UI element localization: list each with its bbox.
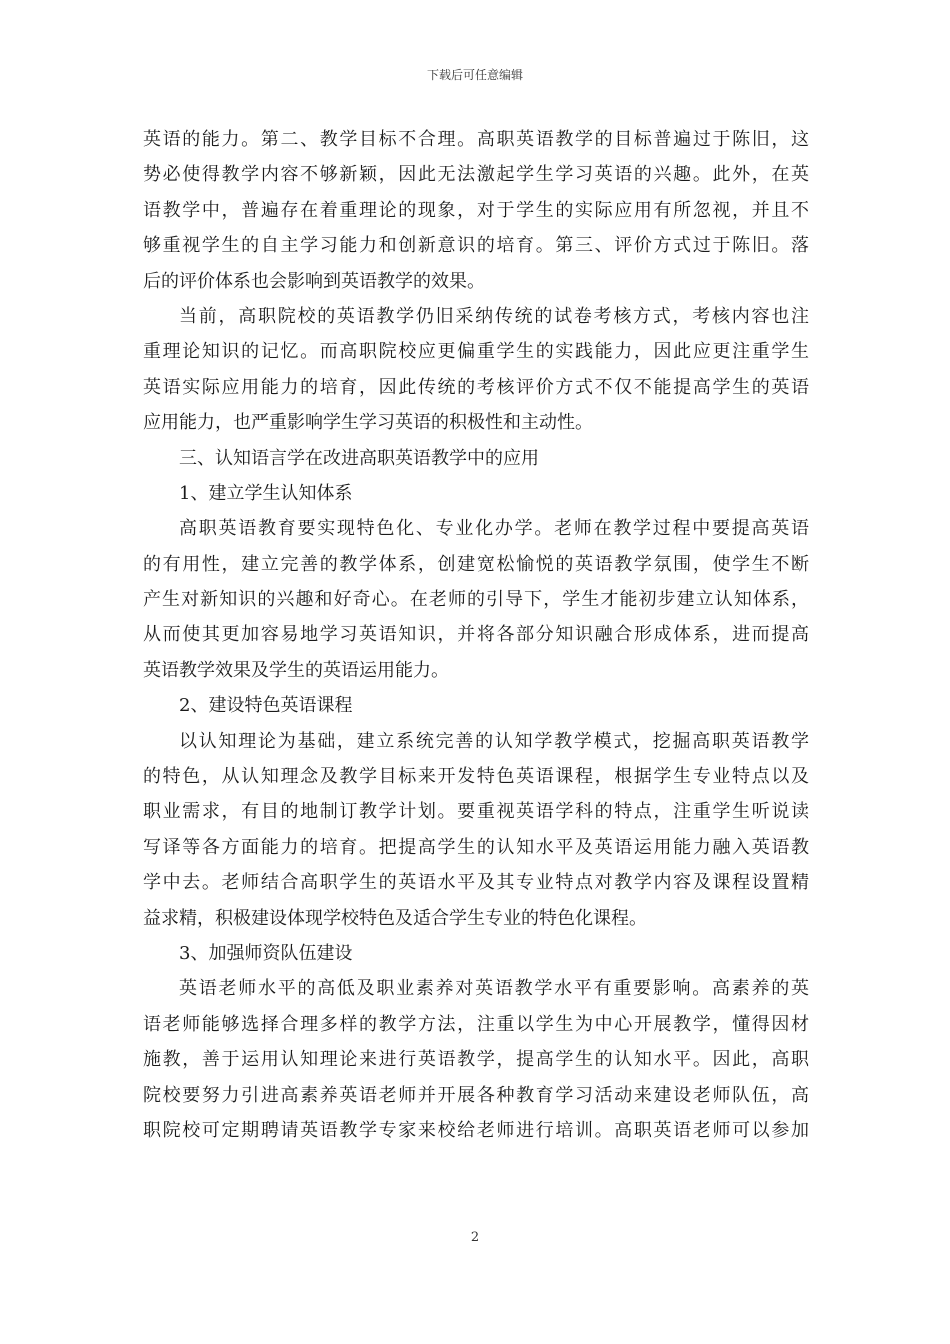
- document-body: [143, 122, 809, 1148]
- body-line: 的特色，从认知理念及教学目标来开发特色英语课程，根据学生专业特点以及: [143, 766, 809, 788]
- body-line: 够重视学生的自主学习能力和创新意识的培育。第三、评价方式过于陈旧。落: [143, 235, 809, 257]
- body-line: 英语老师水平的高低及职业素养对英语教学水平有重要影响。高素养的英: [179, 978, 809, 1000]
- body-line: 益求精，积极建设体现学校特色及适合学生专业的特色化课程。: [143, 907, 647, 929]
- body-line: 英语实际应用能力的培育，因此传统的考核评价方式不仅不能提高学生的英语: [143, 376, 809, 398]
- body-line: 职业需求，有目的地制订教学计划。要重视英语学科的特点，注重学生听说读: [143, 801, 809, 823]
- body-line: 语教学中，普遍存在着重理论的现象，对于学生的实际应用有所忽视，并且不: [143, 199, 809, 221]
- body-line: 学中去。老师结合高职学生的英语水平及其专业特点对教学内容及课程设置精: [143, 872, 809, 894]
- body-line: 当前，高职院校的英语教学仍旧采纳传统的试卷考核方式，考核内容也注: [179, 305, 809, 327]
- page-number: 2: [470, 1230, 480, 1245]
- body-line: 从而使其更加容易地学习英语知识，并将各部分知识融合形成体系，进而提高: [143, 624, 809, 646]
- body-line: 写译等各方面能力的培育。把提高学生的认知水平及英语运用能力融入英语教: [143, 836, 809, 858]
- body-line: 职院校可定期聘请英语教学专家来校给老师进行培训。高职英语老师可以参加: [143, 1119, 809, 1141]
- body-line: 语老师能够选择合理多样的教学方法，注重以学生为中心开展教学，懂得因材: [143, 1013, 809, 1035]
- section-heading: 三、认知语言学在改进高职英语教学中的应用: [179, 447, 539, 469]
- body-line: 重理论知识的记忆。而高职院校应更偏重学生的实践能力，因此应更注重学生: [143, 341, 809, 363]
- body-line: 产生对新知识的兴趣和好奇心。在老师的引导下，学生才能初步建立认知体系，: [143, 589, 809, 611]
- body-line: 以认知理论为基础，建立系统完善的认知学教学模式，挖掘高职英语教学: [179, 730, 809, 752]
- subsection-heading: 3、加强师资队伍建设: [179, 942, 353, 964]
- subsection-heading: 1、建立学生认知体系: [179, 482, 353, 504]
- body-line: 英语教学效果及学生的英语运用能力。: [143, 659, 449, 681]
- body-line: 势必使得教学内容不够新颖，因此无法激起学生学习英语的兴趣。此外，在英: [143, 164, 809, 186]
- body-line: 英语的能力。第二、教学目标不合理。高职英语教学的目标普遍过于陈旧，这: [143, 129, 809, 150]
- body-line: 应用能力，也严重影响学生学习英语的积极性和主动性。: [143, 412, 593, 434]
- body-line: 后的评价体系也会影响到英语教学的效果。: [143, 270, 485, 292]
- subsection-heading: 2、建设特色英语课程: [179, 695, 353, 717]
- body-line: 的有用性，建立完善的教学体系，创建宽松愉悦的英语教学氛围，使学生不断: [143, 553, 809, 575]
- page-header: 下载后可任意编辑: [426, 68, 523, 82]
- body-line: 高职英语教育要实现特色化、专业化办学。老师在教学过程中要提高英语: [179, 518, 809, 540]
- body-line: 施教，善于运用认知理论来进行英语教学，提高学生的认知水平。因此，高职: [143, 1049, 809, 1071]
- body-line: 院校要努力引进高素养英语老师并开展各种教育学习活动来建设老师队伍，高: [143, 1084, 809, 1106]
